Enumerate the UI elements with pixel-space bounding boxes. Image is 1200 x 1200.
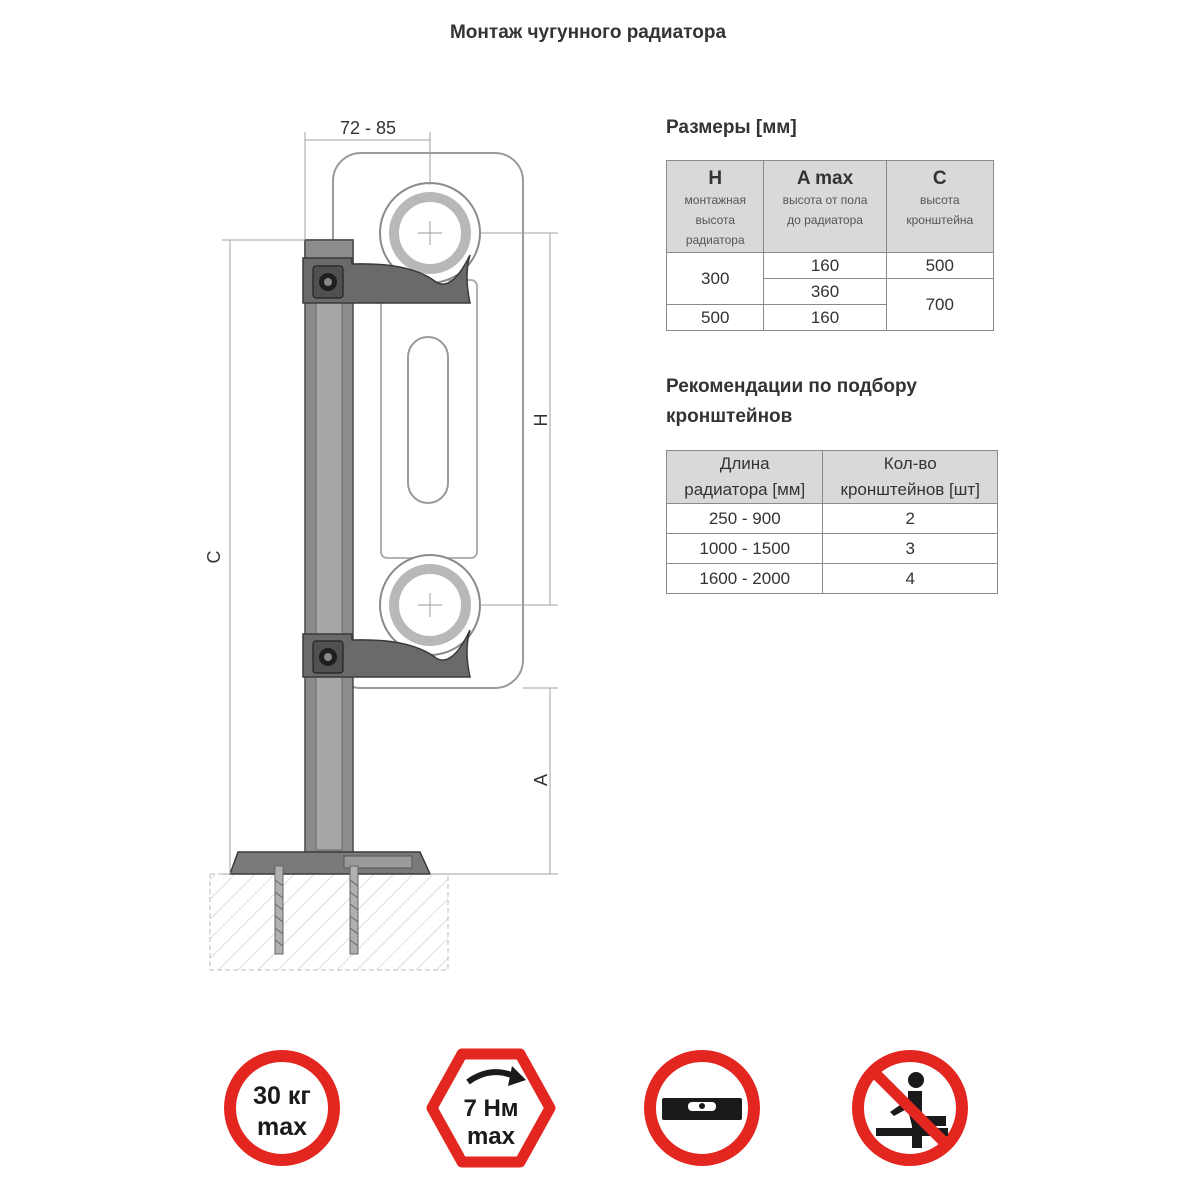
col-length-header: Длина радиатора [мм] — [667, 451, 823, 504]
table-row — [667, 534, 998, 564]
col-c-header: C высота кронштейна — [886, 161, 993, 253]
weight-limit-icon — [220, 1046, 344, 1170]
base-plate — [230, 852, 430, 874]
torque-limit-icon — [426, 1046, 556, 1170]
svg-text:30 кг: 30 кг — [253, 1082, 311, 1110]
svg-text:7 Нм: 7 Нм — [463, 1095, 519, 1122]
table-cell: 4 — [823, 564, 998, 594]
recommend-heading: Рекомендации по подбору кронштейнов — [666, 376, 917, 427]
mounting-diagram — [0, 0, 640, 1000]
col-h-header: H монтажная высота радиатора — [667, 161, 764, 253]
table-cell: 700 — [886, 279, 993, 331]
page-title: Монтаж чугунного радиатора — [449, 22, 727, 43]
col-a-header: A max высота от пола до радиатора — [764, 161, 886, 253]
table-cell: 250 - 900 — [667, 504, 823, 534]
a-dimension-label: A — [531, 773, 551, 787]
table-cell: 2 — [823, 504, 998, 534]
table-cell: 1600 - 2000 — [667, 564, 823, 594]
col-count-header: Кол-во кронштейнов [шт] — [823, 451, 998, 504]
floor-section — [210, 874, 448, 970]
no-sitting-icon — [848, 1046, 972, 1170]
h-dimension-label: H — [531, 413, 551, 427]
table-row — [667, 504, 998, 534]
table-row — [667, 564, 998, 594]
bracket-post — [305, 240, 353, 858]
width-dimension-label: 72 - 85 — [339, 118, 397, 138]
table-cell: 160 — [764, 305, 886, 331]
sizes-heading: Размеры [мм] — [666, 117, 797, 138]
c-dimension-label: C — [204, 550, 224, 564]
svg-text:max: max — [466, 1123, 516, 1150]
table-cell: 360 — [764, 279, 886, 305]
svg-text:max: max — [256, 1113, 308, 1141]
sizes-table — [666, 160, 994, 331]
table-cell: 500 — [667, 305, 764, 331]
table-cell: 300 — [667, 253, 764, 305]
recommend-table — [666, 450, 998, 594]
table-cell: 1000 - 1500 — [667, 534, 823, 564]
table-cell: 500 — [886, 253, 993, 279]
table-cell: 3 — [823, 534, 998, 564]
table-cell: 160 — [764, 253, 886, 279]
spirit-level-icon — [640, 1046, 764, 1170]
